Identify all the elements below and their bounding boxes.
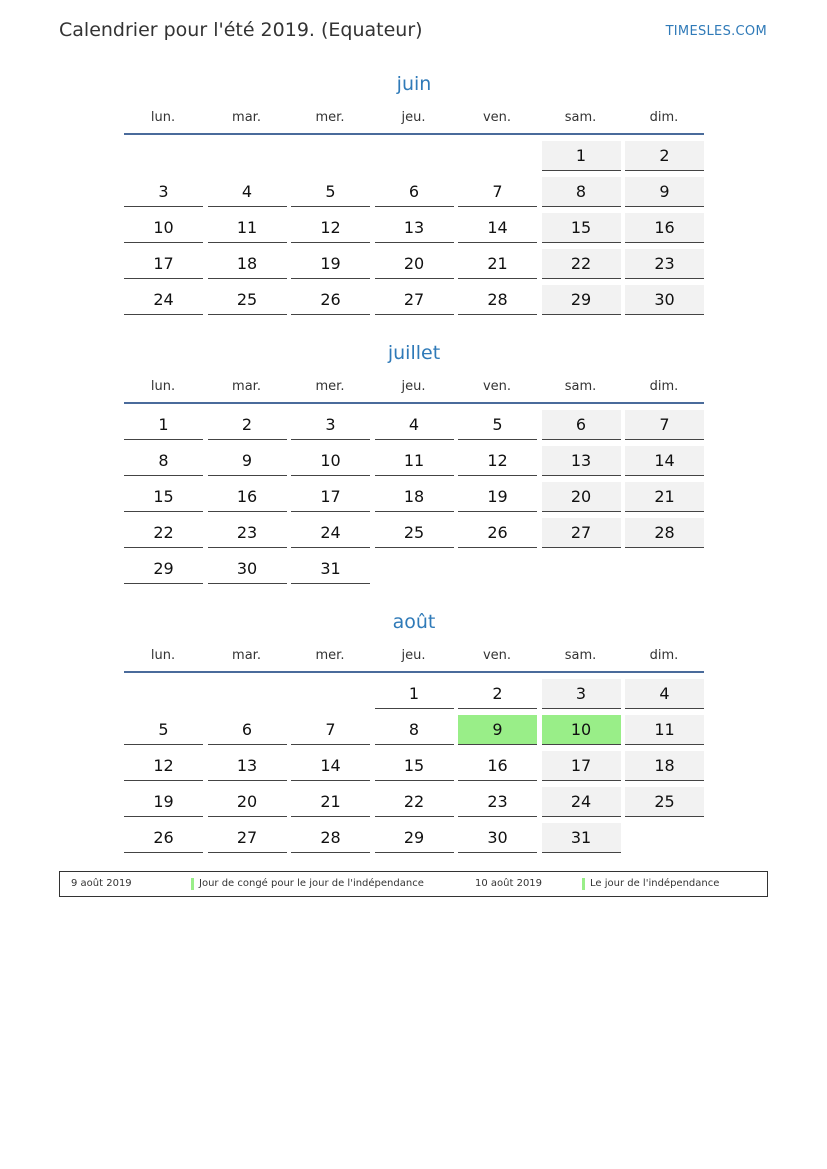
day-cell[interactable]: 26 [124,823,203,853]
day-cell[interactable]: 21 [291,787,370,817]
month-name: juin [396,73,432,95]
day-cell[interactable]: 1 [124,410,203,440]
brand-logo[interactable]: TIMESLES.COM [665,24,767,39]
day-cell[interactable]: 6 [542,410,621,440]
day-cell[interactable]: 2 [208,410,287,440]
day-cell[interactable]: 5 [458,410,537,440]
weekday-label: jeu. [401,379,426,394]
day-cell[interactable]: 18 [625,751,704,781]
day-cell[interactable]: 24 [291,518,370,548]
day-cell[interactable]: 23 [208,518,287,548]
day-cell[interactable]: 27 [208,823,287,853]
day-cell[interactable]: 25 [625,787,704,817]
month-name: août [392,611,436,633]
day-cell[interactable]: 1 [542,141,621,171]
day-cell[interactable]: 15 [124,482,203,512]
header-divider [124,402,704,404]
legend-label: Le jour de l'indépendance [590,878,720,889]
holiday-legend [59,871,768,897]
weekday-label: mer. [315,110,345,125]
legend-date: 10 août 2019 [475,878,543,889]
day-cell[interactable]: 23 [458,787,537,817]
day-cell[interactable]: 6 [375,177,454,207]
day-cell[interactable]: 9 [625,177,704,207]
legend-label: Jour de congé pour le jour de l'indépendance [199,878,424,889]
day-cell[interactable]: 19 [291,249,370,279]
day-cell[interactable]: 14 [291,751,370,781]
day-cell[interactable]: 24 [124,285,203,315]
day-cell[interactable]: 8 [124,446,203,476]
day-cell[interactable]: 8 [375,715,454,745]
weekday-header [124,646,704,666]
day-cell[interactable]: 15 [542,213,621,243]
day-cell[interactable]: 19 [124,787,203,817]
day-cell[interactable]: 29 [375,823,454,853]
day-cell[interactable]: 31 [291,554,370,584]
day-cell[interactable]: 18 [375,482,454,512]
day-cell[interactable]: 27 [542,518,621,548]
weekday-label: lun. [150,379,176,394]
weekday-label: mar. [232,110,261,125]
day-cell[interactable]: 28 [458,285,537,315]
day-cell[interactable]: 19 [458,482,537,512]
day-cell[interactable]: 6 [208,715,287,745]
day-cell[interactable]: 7 [458,177,537,207]
day-cell[interactable]: 23 [625,249,704,279]
weekday-label: lun. [150,648,176,663]
day-cell[interactable]: 14 [458,213,537,243]
day-cell[interactable]: 20 [375,249,454,279]
day-cell[interactable]: 29 [124,554,203,584]
day-cell[interactable]: 4 [625,679,704,709]
weekday-label: jeu. [401,648,426,663]
day-cell[interactable]: 15 [375,751,454,781]
day-cell[interactable]: 3 [291,410,370,440]
weekday-label: dim. [649,379,679,394]
day-cell[interactable]: 13 [208,751,287,781]
day-cell[interactable]: 7 [291,715,370,745]
weekday-label: mer. [315,648,345,663]
day-cell[interactable]: 11 [208,213,287,243]
day-cell[interactable]: 22 [542,249,621,279]
day-cell[interactable]: 3 [124,177,203,207]
header-divider [124,133,704,135]
holiday-day-cell[interactable]: 10 [542,715,621,745]
weekday-label: ven. [482,110,512,125]
day-cell[interactable]: 27 [375,285,454,315]
day-cell[interactable]: 11 [375,446,454,476]
day-cell[interactable]: 17 [124,249,203,279]
day-cell[interactable]: 29 [542,285,621,315]
day-cell[interactable]: 31 [542,823,621,853]
day-cell[interactable]: 30 [208,554,287,584]
weekday-header [124,377,704,397]
weekday-label: sam. [564,379,597,394]
day-cell[interactable]: 5 [124,715,203,745]
day-cell[interactable]: 14 [625,446,704,476]
day-cell[interactable]: 4 [208,177,287,207]
day-cell[interactable]: 30 [458,823,537,853]
day-cell[interactable]: 25 [375,518,454,548]
day-cell[interactable]: 21 [458,249,537,279]
day-cell[interactable]: 7 [625,410,704,440]
day-cell[interactable]: 2 [625,141,704,171]
day-cell[interactable]: 5 [291,177,370,207]
legend-swatch [582,878,585,890]
day-cell[interactable]: 17 [291,482,370,512]
weekday-label: lun. [150,110,176,125]
day-cell[interactable]: 24 [542,787,621,817]
holiday-day-cell[interactable]: 9 [458,715,537,745]
weekday-label: mar. [232,648,261,663]
day-cell[interactable]: 13 [375,213,454,243]
page-title: Calendrier pour l'été 2019. (Equateur) [59,19,423,41]
day-cell[interactable]: 16 [458,751,537,781]
day-cell[interactable]: 12 [458,446,537,476]
day-cell[interactable]: 12 [124,751,203,781]
day-cell[interactable]: 28 [625,518,704,548]
month-name: juillet [387,342,441,364]
weekday-label: mer. [315,379,345,394]
header-divider [124,671,704,673]
weekday-label: ven. [482,648,512,663]
legend-date: 9 août 2019 [71,878,132,889]
weekday-header [124,108,704,128]
day-cell[interactable]: 30 [625,285,704,315]
weekday-label: jeu. [401,110,426,125]
day-cell[interactable]: 8 [542,177,621,207]
day-cell[interactable]: 9 [208,446,287,476]
day-cell[interactable]: 25 [208,285,287,315]
day-cell[interactable]: 11 [625,715,704,745]
weekday-label: sam. [564,648,597,663]
day-cell[interactable]: 16 [208,482,287,512]
day-cell[interactable]: 16 [625,213,704,243]
day-cell[interactable]: 17 [542,751,621,781]
day-cell[interactable]: 10 [291,446,370,476]
day-cell[interactable]: 26 [458,518,537,548]
day-cell[interactable]: 13 [542,446,621,476]
day-cell[interactable]: 20 [208,787,287,817]
day-cell[interactable]: 4 [375,410,454,440]
day-cell[interactable]: 22 [375,787,454,817]
day-cell[interactable]: 26 [291,285,370,315]
weekday-label: sam. [564,110,597,125]
day-cell[interactable]: 21 [625,482,704,512]
weekday-label: ven. [482,379,512,394]
legend-swatch [191,878,194,890]
weekday-label: dim. [649,648,679,663]
day-cell[interactable]: 20 [542,482,621,512]
day-cell[interactable]: 12 [291,213,370,243]
day-cell[interactable]: 28 [291,823,370,853]
day-cell[interactable]: 3 [542,679,621,709]
weekday-label: mar. [232,379,261,394]
weekday-label: dim. [649,110,679,125]
day-cell[interactable]: 22 [124,518,203,548]
day-cell[interactable]: 1 [375,679,454,709]
day-cell[interactable]: 18 [208,249,287,279]
day-cell[interactable]: 10 [124,213,203,243]
day-cell[interactable]: 2 [458,679,537,709]
